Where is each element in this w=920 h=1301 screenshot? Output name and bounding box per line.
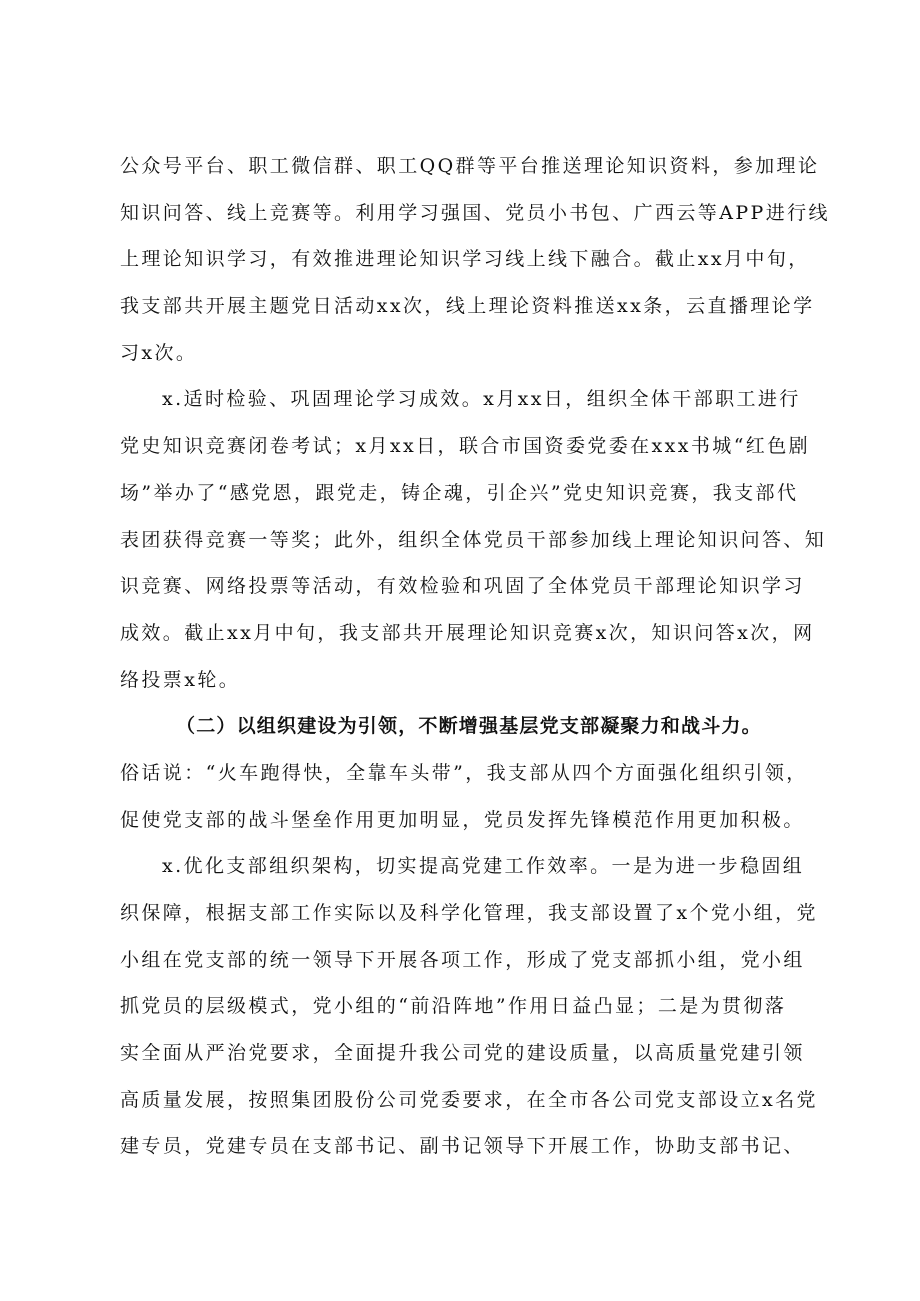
paragraph-line: 络投票x轮。 [120,668,241,691]
paragraph-line: 识竞赛、网络投票等活动，有效检验和巩固了全体党员干部理论知识学习 [120,575,805,598]
paragraph-line: 我支部共开展主题党日活动xx次，线上理论资料推送xx条，云直播理论学 [120,295,815,318]
document-body [120,143,830,1170]
paragraph-line: 建专员，党建专员在支部书记、副书记领导下开展工作，协助支部书记、 [120,1135,805,1158]
paragraph-line: 上理论知识学习，有效推进理论知识学习线上线下融合。截止xx月中旬， [120,248,810,271]
paragraph-line: x.适时检验、巩固理论学习成效。x月xx日，组织全体干部职工进行 [162,388,801,411]
paragraph-line: 俗话说：“火车跑得快，全靠车头带”，我支部从四个方面强化组织引领， [120,761,808,784]
paragraph-line: 知识问答、线上竞赛等。利用学习强国、党员小书包、广西云等APP进行线 [120,201,830,224]
paragraph-line: x.优化支部组织架构，切实提高党建工作效率。一是为进一步稳固组 [162,855,805,878]
paragraph-line: 场”举办了“感党恩，跟党走，铸企魂，引企兴”党史知识竞赛，我支部代 [120,481,799,504]
section-heading: （二）以组织建设为引领，不断增强基层党支部凝聚力和战斗力。 [176,715,762,738]
paragraph-line: 促使党支部的战斗堡垒作用更加明显，党员发挥先锋模范作用更加积极。 [120,808,805,831]
paragraph-line: 习x次。 [120,341,198,364]
paragraph-line: 党史知识竞赛闭卷考试；x月xx日，联合市国资委党委在xxx书城“红色剧 [120,435,811,458]
paragraph-line: 成效。截止xx月中旬，我支部共开展理论知识竞赛x次，知识问答x次，网 [120,621,815,644]
paragraph-line: 抓党员的层级模式，党小组的“前沿阵地”作用日益凸显；二是为贯彻落 [120,995,787,1018]
paragraph-line: 公众号平台、职工微信群、职工QQ群等平台推送理论知识资料，参加理论 [120,155,820,177]
paragraph-line: 小组在党支部的统一领导下开展各项工作，形成了党支部抓小组，党小组 [120,948,805,971]
paragraph-line: 实全面从严治党要求，全面提升我公司党的建设质量，以高质量党建引领 [120,1042,805,1065]
paragraph-line: 织保障，根据支部工作实际以及科学化管理，我支部设置了x个党小组，党 [120,902,818,924]
paragraph-line: 表团获得竞赛一等奖；此外，组织全体党员干部参加线上理论知识问答、知 [120,528,827,551]
paragraph-line: 高质量发展，按照集团股份公司党委要求，在全市各公司党支部设立x名党 [120,1088,818,1111]
